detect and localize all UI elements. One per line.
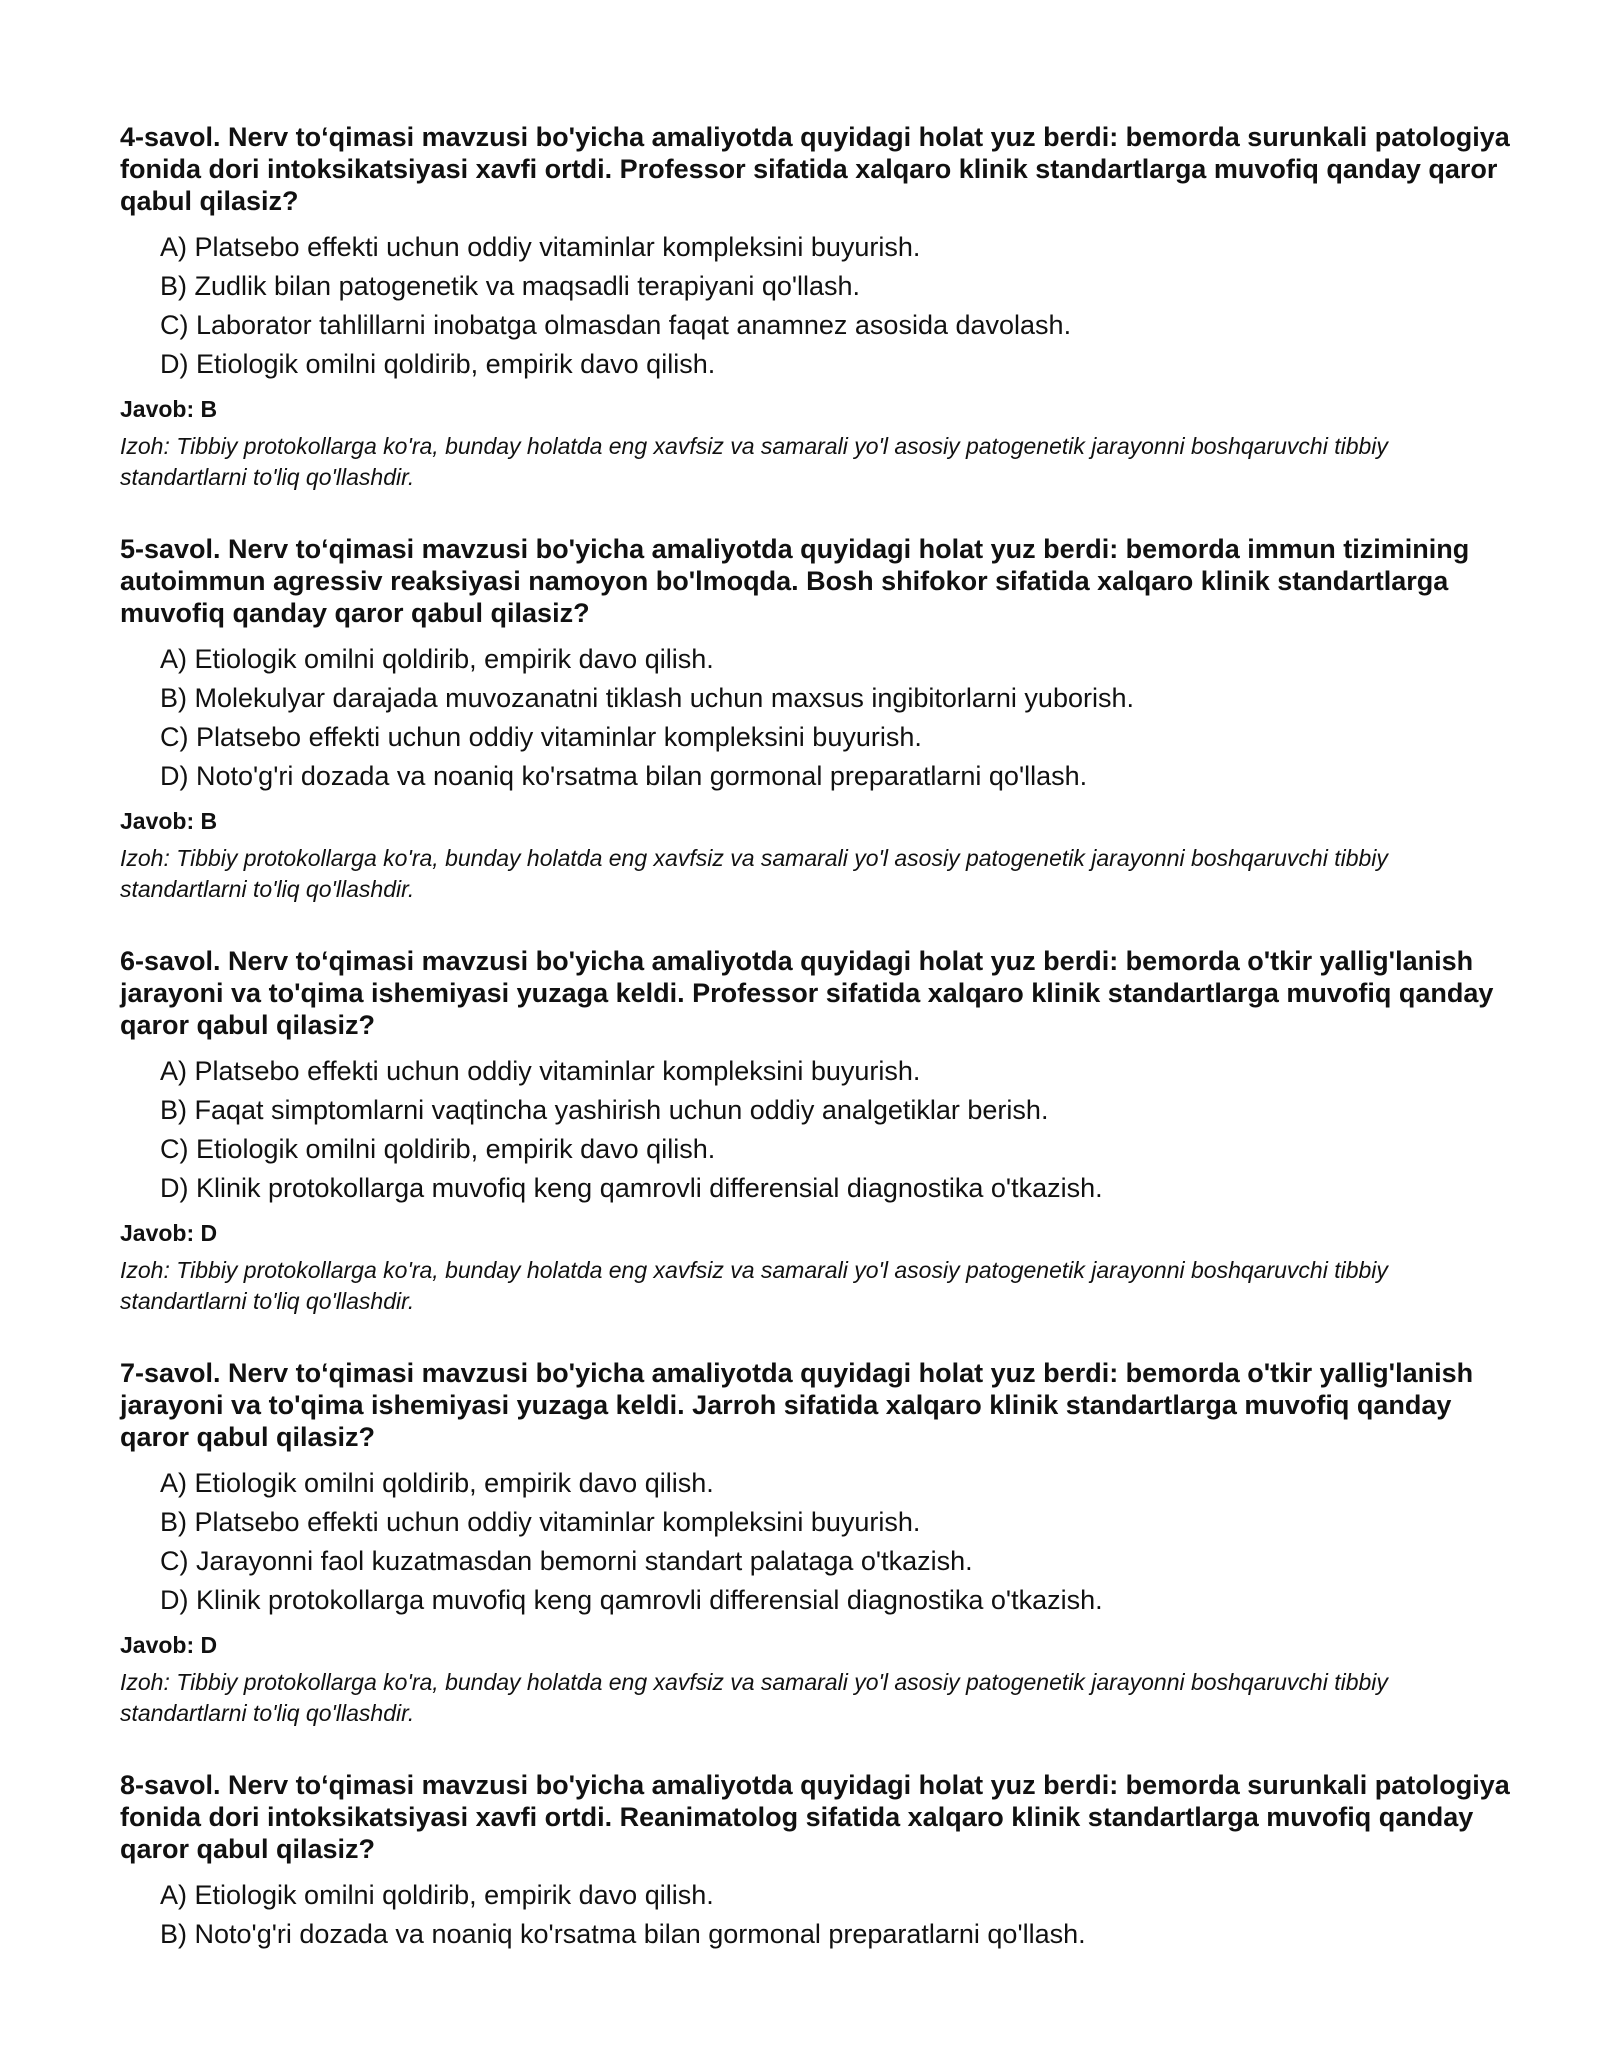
explanation-note: Izoh: Tibbiy protokollarga ko'ra, bunday holatda eng xavfsiz va samarali yo'l asosiy patogenetik jarayonni boshqaruvchi tibbiy standartlarni to'liq qo'llashdir.	[120, 1669, 1388, 1726]
question-title: 4-savol. Nerv to‘qimasi mavzusi bo'yicha amaliyotda quyidagi holat yuz berdi: bemorda surunkali patologiya fonida dori intoksikatsiyasi xavfi ortdi. Professor sifatida xalqaro klinik standartlarga muvofiq qanday qaror qabul qilasiz?	[120, 122, 1510, 216]
answer-options	[120, 640, 1520, 796]
option-a: A) Etiologik omilni qoldirib, empirik davo qilish.	[160, 1880, 714, 1910]
question-title: 6-savol. Nerv to‘qimasi mavzusi bo'yicha amaliyotda quyidagi holat yuz berdi: bemorda o'tkir yallig'lanish jarayoni va to'qima ishemiyasi yuzaga keldi. Professor sifatida xalqaro klinik standartlarga muvofiq qanday qaror qabul qilasiz?	[120, 946, 1494, 1040]
option-b: B) Molekulyar darajada muvozanatni tiklash uchun maxsus ingibitorlarni yuborish.	[160, 683, 1134, 713]
answer-label: Javob: B	[120, 396, 218, 422]
question-block-5	[120, 533, 1520, 905]
answer-label: Javob: B	[120, 808, 218, 834]
option-b: B) Faqat simptomlarni vaqtincha yashirish uchun oddiy analgetiklar berish.	[160, 1095, 1049, 1125]
option-a: A) Etiologik omilni qoldirib, empirik davo qilish.	[160, 1468, 714, 1498]
question-block-6	[120, 945, 1520, 1317]
option-a: A) Platsebo effekti uchun oddiy vitaminlar kompleksini buyurish.	[160, 1056, 921, 1086]
option-a: A) Etiologik omilni qoldirib, empirik davo qilish.	[160, 644, 714, 674]
question-block-7	[120, 1357, 1520, 1729]
question-block-8	[120, 1769, 1520, 1954]
option-a: A) Platsebo effekti uchun oddiy vitaminlar kompleksini buyurish.	[160, 232, 921, 262]
answer-options	[120, 1052, 1520, 1208]
option-b: B) Noto'g'ri dozada va noaniq ko'rsatma bilan gormonal preparatlarni qo'llash.	[160, 1919, 1086, 1949]
option-b: B) Platsebo effekti uchun oddiy vitaminlar kompleksini buyurish.	[160, 1507, 921, 1537]
question-block-4	[120, 121, 1520, 493]
answer-label: Javob: D	[120, 1220, 218, 1246]
question-title: 5-savol. Nerv to‘qimasi mavzusi bo'yicha amaliyotda quyidagi holat yuz berdi: bemorda immun tizimining autoimmun agressiv reaksiyasi namoyon bo'lmoqda. Bosh shifokor sifatida xalqaro klinik standartlarga muvofiq qanday qaror qabul qilasiz?	[120, 534, 1470, 628]
answer-options	[120, 1464, 1520, 1620]
option-c: C) Platsebo effekti uchun oddiy vitaminlar kompleksini buyurish.	[160, 722, 922, 752]
option-d: D) Klinik protokollarga muvofiq keng qamrovli differensial diagnostika o'tkazish.	[160, 1585, 1103, 1615]
document-page	[120, 121, 1520, 1994]
explanation-note: Izoh: Tibbiy protokollarga ko'ra, bunday holatda eng xavfsiz va samarali yo'l asosiy patogenetik jarayonni boshqaruvchi tibbiy standartlarni to'liq qo'llashdir.	[120, 1257, 1388, 1314]
option-d: D) Etiologik omilni qoldirib, empirik davo qilish.	[160, 349, 716, 379]
option-d: D) Noto'g'ri dozada va noaniq ko'rsatma bilan gormonal preparatlarni qo'llash.	[160, 761, 1088, 791]
answer-label: Javob: D	[120, 1632, 218, 1658]
option-d: D) Klinik protokollarga muvofiq keng qamrovli differensial diagnostika o'tkazish.	[160, 1173, 1103, 1203]
explanation-note: Izoh: Tibbiy protokollarga ko'ra, bunday holatda eng xavfsiz va samarali yo'l asosiy patogenetik jarayonni boshqaruvchi tibbiy standartlarni to'liq qo'llashdir.	[120, 433, 1388, 490]
question-title: 8-savol. Nerv to‘qimasi mavzusi bo'yicha amaliyotda quyidagi holat yuz berdi: bemorda surunkali patologiya fonida dori intoksikatsiyasi xavfi ortdi. Reanimatolog sifatida xalqaro klinik standartlarga muvofiq qanday qaror qabul qilasiz?	[120, 1770, 1510, 1864]
option-b: B) Zudlik bilan patogenetik va maqsadli terapiyani qo'llash.	[160, 271, 861, 301]
explanation-note: Izoh: Tibbiy protokollarga ko'ra, bunday holatda eng xavfsiz va samarali yo'l asosiy patogenetik jarayonni boshqaruvchi tibbiy standartlarni to'liq qo'llashdir.	[120, 845, 1388, 902]
answer-options	[120, 1876, 1520, 1954]
option-c: C) Laborator tahlillarni inobatga olmasdan faqat anamnez asosida davolash.	[160, 310, 1072, 340]
answer-options	[120, 228, 1520, 384]
question-title: 7-savol. Nerv to‘qimasi mavzusi bo'yicha amaliyotda quyidagi holat yuz berdi: bemorda o'tkir yallig'lanish jarayoni va to'qima ishemiyasi yuzaga keldi. Jarroh sifatida xalqaro klinik standartlarga muvofiq qanday qaror qabul qilasiz?	[120, 1358, 1474, 1452]
option-c: C) Jarayonni faol kuzatmasdan bemorni standart palataga o'tkazish.	[160, 1546, 973, 1576]
option-c: C) Etiologik omilni qoldirib, empirik davo qilish.	[160, 1134, 716, 1164]
